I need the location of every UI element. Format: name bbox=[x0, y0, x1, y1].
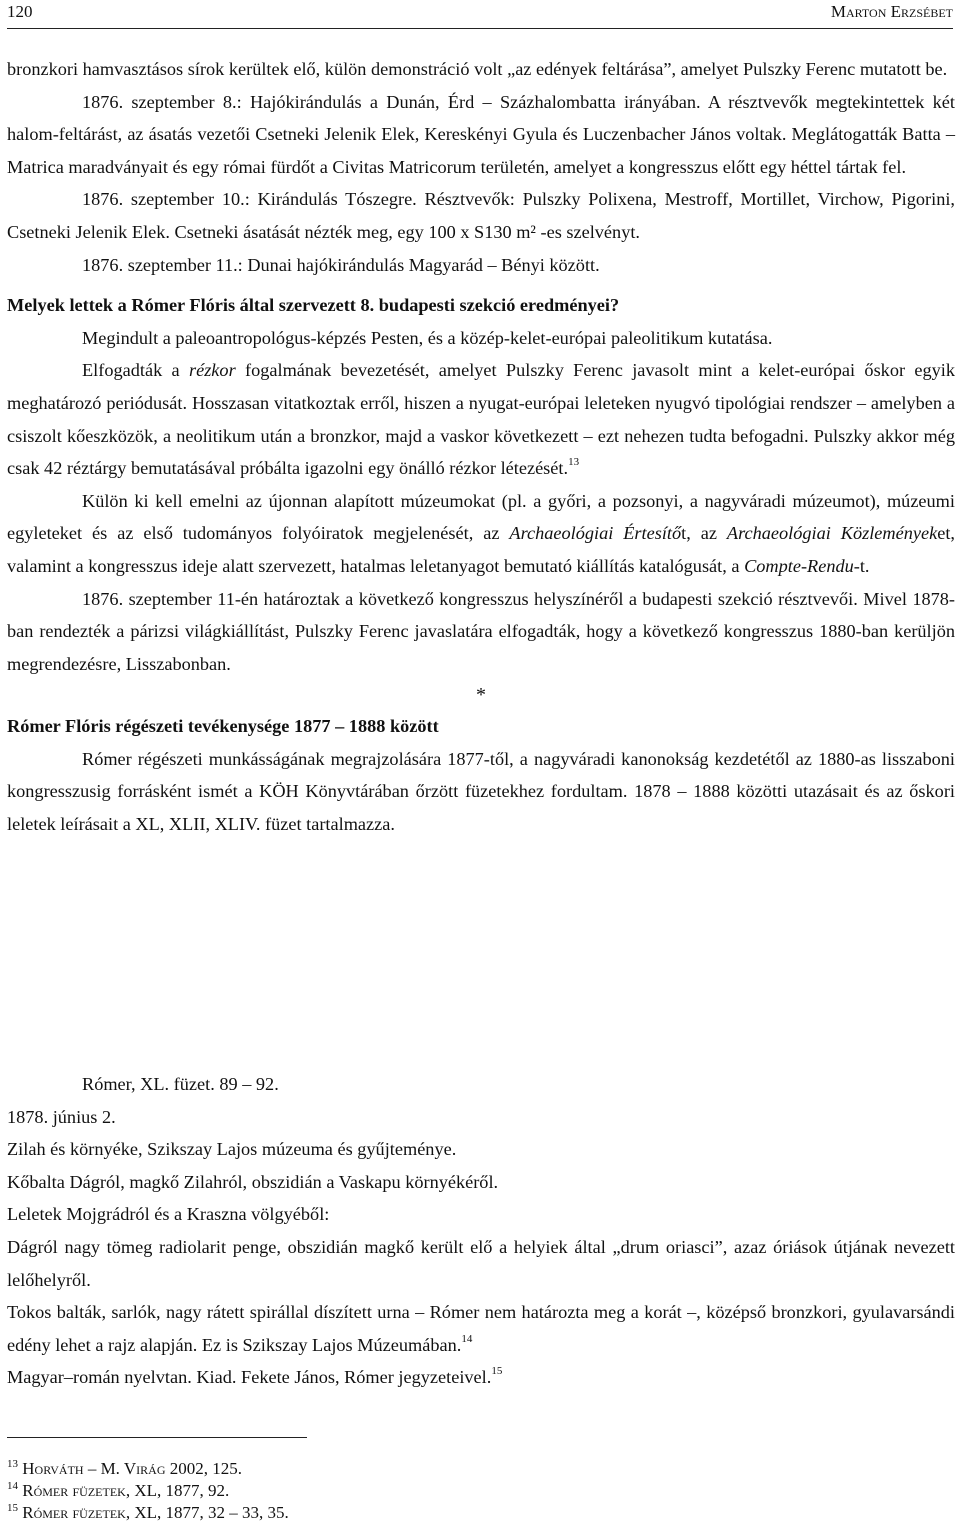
footnote-divider bbox=[7, 1437, 307, 1438]
section-heading: Rómer Flóris régészeti tevékenysége 1877 – 1888 között bbox=[7, 716, 439, 737]
paragraph-9: Rómer régészeti munkásságának megrajzolására 1877-től, a nagyváradi kanonokság kezdetétől az 1880-as lisszaboni kongresszusig forrásként ismét a KÖH Könyvtárában őrzött füzetekhez fordultam. 1878 – 1888 közötti utazásait és az őskori leletek leírásait a XL, XLII, XLIV. füzet tartalmazza. bbox=[7, 748, 955, 835]
section-question-heading: Melyek lettek a Rómer Flóris által szervezett 8. budapesti szekció eredményei? bbox=[7, 295, 620, 316]
page-number: 120 bbox=[7, 2, 33, 21]
footnote-15: $^{15}$ Rómer füzetek, XL, 1877, 32 – 33, 35. bbox=[7, 1502, 289, 1522]
note-line: 1878. június 2. bbox=[7, 1106, 116, 1127]
paragraph-7: Külön ki kell emelni az újonnan alapított múzeumokat (pl. a győri, a pozsonyi, a nagyváradi múzeumot), múzeumi egyleteket és az első tudományos folyóiratok megjelenését, az Archaeológiai Értesítőt, az Archaeológiai Közleményeket, valamint a kongresszus ideje alatt szervezett, hatalmas leletanyagot bemutató kiállítás katalógusát, a Compte-Rendu-t. bbox=[7, 490, 955, 576]
notes-block bbox=[7, 1068, 955, 1394]
note-line: Tokos balták, sarlók, nagy rátett spirállal díszített urna – Rómer nem határozta meg a korát –, középső bronzkori, gyulavarsándi edény lehet a rajz alapján. Ez is Szikszay Lajos Múzeumában.$^{14}$ bbox=[7, 1302, 955, 1355]
note-line: Kőbalta Dágról, magkő Zilahról, obszidián a Vaskapu környékéről. bbox=[7, 1171, 499, 1192]
footnote-14: $^{14}$ Rómer füzetek, XL, 1877, 92. bbox=[7, 1480, 230, 1500]
footnote-ref-15: 15 bbox=[491, 1365, 503, 1378]
footnote-13: $^{13}$ Horváth – M. Virág 2002, 125. bbox=[7, 1458, 242, 1478]
paragraph-4: 1876. szeptember 11.: Dunai hajókirándulás Magyarád – Bényi között. bbox=[82, 254, 600, 275]
footnote-ref-14: 14 bbox=[461, 1332, 473, 1345]
paragraph-3: 1876. szeptember 10.: Kirándulás Tószegre. Résztvevők: Pulszky Polixena, Mestroff, Mortillet, Virchow, Pigorini, Csetneki Jelenik Elek. Csetneki ásatását nézték meg, egy 100 x S130 m² -es szelvényt. bbox=[7, 189, 955, 242]
paragraph-2: 1876. szeptember 8.: Hajókirándulás a Dunán, Érd – Százhalombatta irányában. A résztvevők megtekintettek két halom-feltárást, az ásatás vezetői Csetneki Jelenik Elek, Kereskényi Gyula és Luczenbacher János voltak. Meglátogatták Batta – Matrica maradványait és egy római fürdőt a Civitas Matricorum területén, amelyet a kongresszus előtt egy héttel tártak fel. bbox=[7, 91, 955, 177]
paragraph-8: 1876. szeptember 11-én határoztak a következő kongresszus helyszínéről a budapesti szekció résztvevői. Mivel 1878-ban rendezték a párizsi világkiállítást, Pulszky Ferenc javaslatára elfogadták, hogy a következő kongresszus 1880-ban kerüljön megrendezésre, Lisszabonban. bbox=[7, 588, 955, 674]
note-line: Magyar–román nyelvtan. Kiad. Fekete János, Rómer jegyzeteivel.$^{15}$ bbox=[7, 1365, 503, 1388]
paragraph-1: bronzkori hamvasztásos sírok kerültek elő, külön demonstráció volt „az edények feltárása”, amelyet Pulszky Ferenc mutatott be. bbox=[7, 59, 948, 79]
running-header bbox=[7, 0, 953, 29]
note-line: Leletek Mojgrádról és a Kraszna völgyéből: bbox=[7, 1204, 330, 1225]
paragraph-6: Elfogadták a rézkor fogalmának bevezetését, amelyet Pulszky Ferenc javasolt mint a kelet-európai őskor egyik meghatározó periódusát. Hosszasan vitatkoztak erről, hiszen a nyugat-európai leleteken nyugvó tipológiai rendszer – amelyben a csiszolt kőeszközök, a neolitikum után a bronzkor, majd a vaskor következett – ezt nehezen tudta befogadni. Pulszky akkor még csak 42 réztárgy bemutatásával próbálta igazolni egy önálló rézkor létezését.$^{13}$ bbox=[7, 360, 955, 479]
section-separator: * bbox=[476, 684, 486, 707]
paragraph-5: Megindult a paleoantropológus-képzés Pesten, és a közép-kelet-európai paleolitikum kutatása. bbox=[82, 327, 773, 348]
footnote-ref-13: 13 bbox=[568, 456, 580, 469]
main-text bbox=[7, 53, 955, 841]
running-author: Marton Erzsébet bbox=[830, 2, 953, 21]
note-line: Zilah és környéke, Szikszay Lajos múzeuma és gyűjteménye. bbox=[7, 1139, 457, 1160]
note-line: Dágról nagy tömeg radiolarit penge, obszidián magkő került elő a helyiek által „drum oriasci”, azaz óriások útjának nevezett lelőhelyről. bbox=[7, 1236, 955, 1290]
note-line: Rómer, XL. füzet. 89 – 92. bbox=[82, 1074, 279, 1094]
